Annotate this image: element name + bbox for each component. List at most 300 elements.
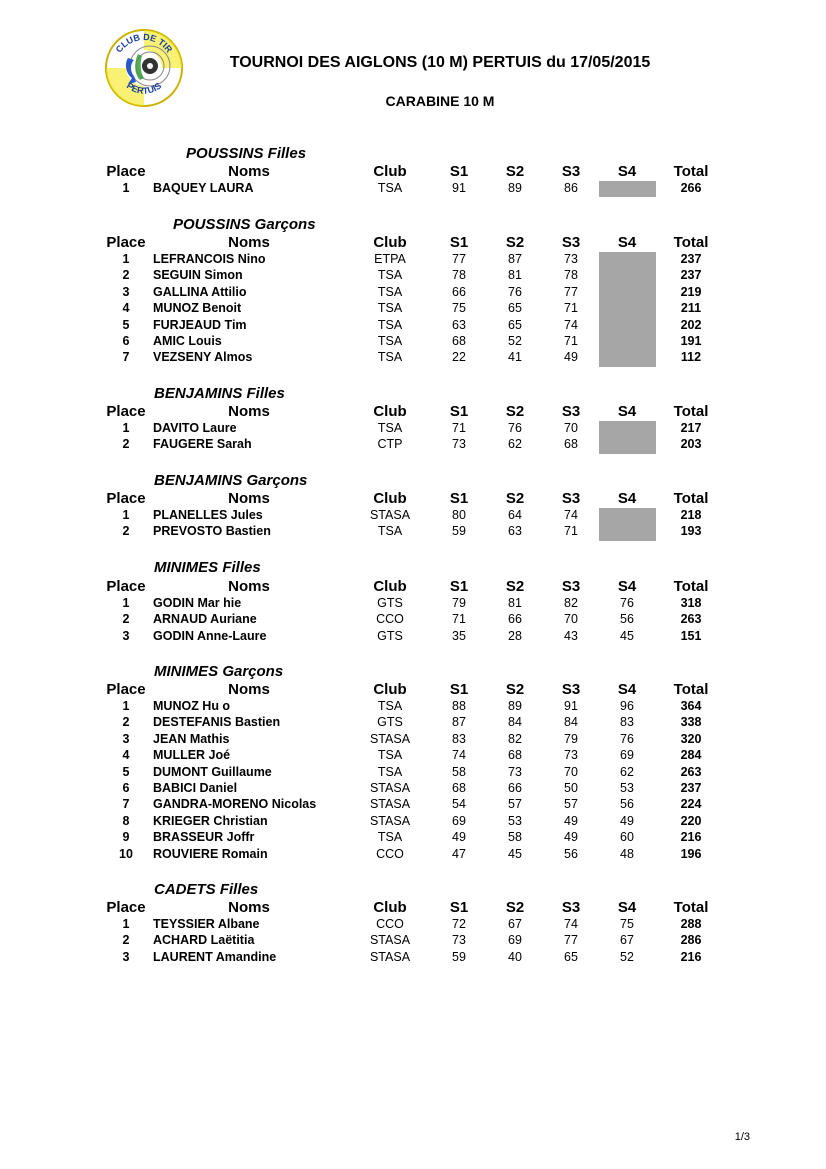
document-title: TOURNOI DES AIGLONS (10 M) PERTUIS du 17/05/2015 bbox=[229, 54, 651, 71]
cell-s4: 52 bbox=[620, 949, 634, 964]
cell-club: STASA bbox=[369, 731, 411, 746]
cell-s2: 40 bbox=[508, 949, 522, 964]
cell-s2: 81 bbox=[508, 596, 522, 610]
cell-s1: 58 bbox=[452, 764, 466, 779]
cell-club: CCO bbox=[376, 846, 404, 861]
cell-club: TSA bbox=[377, 181, 403, 195]
column-header-s3: S3 bbox=[561, 899, 581, 916]
cell-club: CCO bbox=[376, 917, 404, 931]
cell-s4: 53 bbox=[620, 781, 634, 795]
cell-total: 266 bbox=[680, 181, 702, 195]
cell-name: MUNOZ Benoit bbox=[153, 301, 242, 316]
cell-s3: 91 bbox=[564, 699, 578, 713]
column-header-total: Total bbox=[673, 681, 709, 698]
table-header-row bbox=[0, 403, 826, 421]
cell-s1: 49 bbox=[452, 830, 466, 845]
column-header-s2: S2 bbox=[505, 163, 525, 180]
cell-s2: 87 bbox=[508, 252, 522, 266]
column-header-club: Club bbox=[373, 163, 407, 180]
cell-name: TEYSSIER Albane bbox=[153, 917, 260, 931]
column-header-name: Noms bbox=[228, 403, 270, 420]
cell-s4: 76 bbox=[620, 596, 634, 610]
cell-s1: 63 bbox=[452, 317, 466, 332]
cell-s2: 89 bbox=[508, 181, 522, 195]
cell-club: TSA bbox=[377, 699, 403, 713]
table-header-row bbox=[0, 163, 826, 181]
table-row bbox=[0, 301, 826, 317]
column-header-club: Club bbox=[373, 681, 407, 698]
cell-total: 216 bbox=[680, 949, 702, 964]
s4-not-shot-fill bbox=[599, 421, 656, 454]
cell-name: BRASSEUR Joffr bbox=[153, 830, 255, 845]
cell-total: 193 bbox=[680, 524, 702, 539]
cell-s3: 73 bbox=[564, 252, 578, 266]
cell-name: ARNAUD Auriane bbox=[153, 612, 257, 627]
cell-name: FAUGERE Sarah bbox=[153, 437, 252, 452]
cell-total: 320 bbox=[680, 731, 702, 746]
table-header-row bbox=[0, 578, 826, 596]
table-row bbox=[0, 765, 826, 781]
cell-s1: 35 bbox=[452, 628, 466, 643]
column-header-s4: S4 bbox=[617, 490, 637, 507]
column-header-s3: S3 bbox=[561, 681, 581, 698]
cell-place: 10 bbox=[119, 846, 133, 861]
cell-s1: 77 bbox=[452, 252, 466, 266]
cell-club: STASA bbox=[369, 508, 411, 522]
cell-s1: 69 bbox=[452, 813, 466, 828]
cell-s3: 50 bbox=[564, 781, 578, 795]
cell-total: 211 bbox=[680, 301, 702, 316]
column-header-place: Place bbox=[106, 578, 146, 595]
cell-s3: 70 bbox=[564, 764, 578, 779]
cell-s3: 77 bbox=[564, 933, 578, 948]
column-header-s1: S1 bbox=[449, 403, 469, 420]
cell-total: 338 bbox=[680, 715, 702, 730]
cell-s1: 74 bbox=[452, 748, 466, 763]
cell-total: 220 bbox=[680, 813, 702, 828]
cell-club: CTP bbox=[377, 437, 403, 452]
cell-s3: 49 bbox=[564, 813, 578, 828]
cell-place: 8 bbox=[122, 813, 130, 828]
cell-s1: 79 bbox=[452, 596, 466, 610]
cell-name: VEZSENY Almos bbox=[153, 350, 253, 365]
cell-total: 202 bbox=[680, 317, 702, 332]
table-row bbox=[0, 629, 826, 645]
column-header-name: Noms bbox=[228, 163, 270, 180]
cell-s4: 83 bbox=[620, 715, 634, 730]
cell-s3: 70 bbox=[564, 421, 578, 435]
s4-not-shot-fill bbox=[599, 252, 656, 367]
cell-club: TSA bbox=[377, 830, 403, 845]
cell-place: 1 bbox=[122, 181, 130, 195]
cell-club: TSA bbox=[377, 317, 403, 332]
cell-s3: 43 bbox=[564, 628, 578, 643]
table-row bbox=[0, 421, 826, 437]
column-header-s3: S3 bbox=[561, 578, 581, 595]
cell-place: 1 bbox=[122, 596, 130, 610]
column-header-total: Total bbox=[673, 899, 709, 916]
column-header-place: Place bbox=[106, 163, 146, 180]
column-header-total: Total bbox=[673, 403, 709, 420]
category-title: POUSSINS Garçons bbox=[173, 216, 316, 233]
cell-s3: 77 bbox=[564, 284, 578, 299]
cell-s2: 69 bbox=[508, 933, 522, 948]
column-header-s4: S4 bbox=[617, 234, 637, 251]
s4-not-shot-fill bbox=[599, 181, 656, 197]
table-row bbox=[0, 508, 826, 524]
cell-total: 263 bbox=[680, 612, 702, 627]
cell-s2: 66 bbox=[508, 781, 522, 795]
cell-s4: 56 bbox=[620, 797, 634, 812]
category-title: MINIMES Garçons bbox=[154, 663, 284, 680]
column-header-s4: S4 bbox=[617, 163, 637, 180]
cell-total: 217 bbox=[680, 421, 702, 435]
table-row bbox=[0, 612, 826, 628]
column-header-s3: S3 bbox=[561, 234, 581, 251]
cell-place: 9 bbox=[122, 830, 130, 845]
cell-place: 5 bbox=[122, 317, 130, 332]
column-header-s1: S1 bbox=[449, 490, 469, 507]
cell-name: GANDRA-MORENO Nicolas bbox=[153, 797, 317, 812]
cell-s1: 22 bbox=[452, 350, 466, 365]
column-header-s4: S4 bbox=[617, 578, 637, 595]
cell-s2: 89 bbox=[508, 699, 522, 713]
cell-s4: 67 bbox=[620, 933, 634, 948]
cell-name: MUNOZ Hu o bbox=[153, 699, 231, 713]
cell-s1: 68 bbox=[452, 781, 466, 795]
cell-name: LAURENT Amandine bbox=[153, 949, 277, 964]
cell-s4: 60 bbox=[620, 830, 634, 845]
cell-club: GTS bbox=[377, 596, 403, 610]
cell-name: DUMONT Guillaume bbox=[153, 764, 272, 779]
cell-s3: 82 bbox=[564, 596, 578, 610]
cell-s2: 76 bbox=[508, 284, 522, 299]
cell-s1: 88 bbox=[452, 699, 466, 713]
cell-s2: 73 bbox=[508, 764, 522, 779]
table-row bbox=[0, 699, 826, 715]
column-header-s4: S4 bbox=[617, 403, 637, 420]
cell-place: 2 bbox=[122, 524, 130, 539]
table-row bbox=[0, 318, 826, 334]
cell-s2: 66 bbox=[508, 612, 522, 627]
cell-total: 237 bbox=[680, 252, 702, 266]
cell-place: 1 bbox=[122, 917, 130, 931]
cell-s2: 64 bbox=[508, 508, 522, 522]
table-row bbox=[0, 830, 826, 846]
cell-s3: 65 bbox=[564, 949, 578, 964]
column-header-s3: S3 bbox=[561, 163, 581, 180]
cell-place: 1 bbox=[122, 699, 130, 713]
cell-total: 364 bbox=[680, 699, 702, 713]
cell-s3: 74 bbox=[564, 317, 578, 332]
cell-club: GTS bbox=[377, 628, 403, 643]
cell-s1: 47 bbox=[452, 846, 466, 861]
cell-s2: 41 bbox=[508, 350, 522, 365]
cell-total: 191 bbox=[680, 334, 702, 348]
column-header-place: Place bbox=[106, 899, 146, 916]
cell-place: 3 bbox=[122, 731, 130, 746]
cell-name: AMIC Louis bbox=[153, 334, 222, 348]
cell-total: 288 bbox=[680, 917, 702, 931]
cell-total: 237 bbox=[680, 268, 702, 283]
cell-s1: 87 bbox=[452, 715, 466, 730]
column-header-name: Noms bbox=[228, 899, 270, 916]
column-header-s3: S3 bbox=[561, 490, 581, 507]
cell-club: TSA bbox=[377, 284, 403, 299]
cell-s3: 71 bbox=[564, 524, 578, 539]
column-header-name: Noms bbox=[228, 490, 270, 507]
document-subtitle: CARABINE 10 M bbox=[385, 93, 495, 109]
cell-place: 6 bbox=[122, 334, 130, 348]
column-header-total: Total bbox=[673, 578, 709, 595]
column-header-s1: S1 bbox=[449, 234, 469, 251]
cell-total: 219 bbox=[680, 284, 702, 299]
cell-club: STASA bbox=[369, 813, 411, 828]
cell-s3: 79 bbox=[564, 731, 578, 746]
cell-club: CCO bbox=[376, 612, 404, 627]
cell-s1: 72 bbox=[452, 917, 466, 931]
cell-name: LEFRANCOIS Nino bbox=[153, 252, 266, 266]
column-header-s1: S1 bbox=[449, 578, 469, 595]
cell-s4: 49 bbox=[620, 813, 634, 828]
s4-not-shot-fill bbox=[599, 508, 656, 541]
cell-s2: 67 bbox=[508, 917, 522, 931]
table-row bbox=[0, 285, 826, 301]
cell-place: 2 bbox=[122, 612, 130, 627]
cell-s3: 84 bbox=[564, 715, 578, 730]
table-row bbox=[0, 715, 826, 731]
cell-s4: 48 bbox=[620, 846, 634, 861]
table-row bbox=[0, 797, 826, 813]
cell-s3: 68 bbox=[564, 437, 578, 452]
cell-s1: 68 bbox=[452, 334, 466, 348]
column-header-s3: S3 bbox=[561, 403, 581, 420]
cell-s2: 65 bbox=[508, 301, 522, 316]
cell-club: TSA bbox=[377, 334, 403, 348]
cell-place: 4 bbox=[122, 301, 130, 316]
column-header-s1: S1 bbox=[449, 899, 469, 916]
cell-s2: 76 bbox=[508, 421, 522, 435]
column-header-club: Club bbox=[373, 234, 407, 251]
cell-total: 218 bbox=[680, 508, 702, 522]
cell-club: TSA bbox=[377, 421, 403, 435]
cell-s4: 45 bbox=[620, 628, 634, 643]
table-row bbox=[0, 847, 826, 863]
cell-place: 7 bbox=[122, 350, 130, 365]
cell-name: PREVOSTO Bastien bbox=[153, 524, 271, 539]
cell-name: SEGUIN Simon bbox=[153, 268, 243, 283]
table-row bbox=[0, 732, 826, 748]
cell-s2: 53 bbox=[508, 813, 522, 828]
cell-s4: 56 bbox=[620, 612, 634, 627]
table-row bbox=[0, 252, 826, 268]
cell-s3: 70 bbox=[564, 612, 578, 627]
cell-name: GODIN Anne-Laure bbox=[153, 628, 267, 643]
column-header-s2: S2 bbox=[505, 403, 525, 420]
column-header-place: Place bbox=[106, 234, 146, 251]
cell-s3: 74 bbox=[564, 917, 578, 931]
column-header-s4: S4 bbox=[617, 681, 637, 698]
cell-s2: 28 bbox=[508, 628, 522, 643]
cell-total: 263 bbox=[680, 764, 702, 779]
cell-place: 5 bbox=[122, 764, 130, 779]
cell-s1: 73 bbox=[452, 933, 466, 948]
cell-s1: 91 bbox=[452, 181, 466, 195]
cell-s2: 63 bbox=[508, 524, 522, 539]
cell-s3: 78 bbox=[564, 268, 578, 283]
cell-club: GTS bbox=[377, 715, 403, 730]
table-header-row bbox=[0, 490, 826, 508]
cell-total: 203 bbox=[680, 437, 702, 452]
table-row bbox=[0, 268, 826, 284]
cell-s4: 76 bbox=[620, 731, 634, 746]
page-number: 1/3 bbox=[734, 1131, 750, 1143]
cell-s2: 65 bbox=[508, 317, 522, 332]
cell-place: 3 bbox=[122, 284, 130, 299]
cell-club: ETPA bbox=[374, 252, 406, 266]
table-row bbox=[0, 814, 826, 830]
cell-place: 2 bbox=[122, 437, 130, 452]
column-header-name: Noms bbox=[228, 681, 270, 698]
column-header-total: Total bbox=[673, 163, 709, 180]
column-header-place: Place bbox=[106, 681, 146, 698]
column-header-s1: S1 bbox=[449, 681, 469, 698]
cell-club: TSA bbox=[377, 268, 403, 283]
cell-club: STASA bbox=[369, 949, 411, 964]
cell-s1: 83 bbox=[452, 731, 466, 746]
table-row bbox=[0, 334, 826, 350]
cell-s3: 49 bbox=[564, 350, 578, 365]
cell-s2: 57 bbox=[508, 797, 522, 812]
cell-s1: 66 bbox=[452, 284, 466, 299]
column-header-place: Place bbox=[106, 403, 146, 420]
column-header-name: Noms bbox=[228, 578, 270, 595]
cell-place: 2 bbox=[122, 715, 130, 730]
cell-total: 284 bbox=[680, 748, 702, 763]
cell-s3: 74 bbox=[564, 508, 578, 522]
cell-name: FURJEAUD Tim bbox=[153, 317, 247, 332]
cell-s2: 82 bbox=[508, 731, 522, 746]
cell-s3: 86 bbox=[564, 181, 578, 195]
cell-s2: 81 bbox=[508, 268, 522, 283]
cell-s2: 84 bbox=[508, 715, 522, 730]
cell-s4: 69 bbox=[620, 748, 634, 763]
cell-name: JEAN Mathis bbox=[153, 731, 230, 746]
column-header-s1: S1 bbox=[449, 163, 469, 180]
cell-s1: 73 bbox=[452, 437, 466, 452]
cell-s1: 71 bbox=[452, 421, 466, 435]
cell-name: GALLINA Attilio bbox=[153, 284, 247, 299]
table-row bbox=[0, 596, 826, 612]
table-row bbox=[0, 181, 826, 197]
column-header-total: Total bbox=[673, 234, 709, 251]
column-header-s2: S2 bbox=[505, 899, 525, 916]
cell-name: ROUVIERE Romain bbox=[153, 846, 268, 861]
cell-s4: 62 bbox=[620, 764, 634, 779]
logo-bottom-text: PERTUIS bbox=[124, 80, 164, 96]
cell-place: 6 bbox=[122, 781, 130, 795]
category-title: MINIMES Filles bbox=[154, 559, 261, 576]
cell-total: 216 bbox=[680, 830, 702, 845]
cell-place: 1 bbox=[122, 252, 130, 266]
cell-name: ACHARD Laëtitia bbox=[153, 933, 255, 948]
cell-s2: 52 bbox=[508, 334, 522, 348]
column-header-s2: S2 bbox=[505, 490, 525, 507]
cell-place: 2 bbox=[122, 268, 130, 283]
column-header-place: Place bbox=[106, 490, 146, 507]
cell-s3: 56 bbox=[564, 846, 578, 861]
table-row bbox=[0, 917, 826, 933]
cell-s1: 75 bbox=[452, 301, 466, 316]
cell-place: 3 bbox=[122, 949, 130, 964]
column-header-total: Total bbox=[673, 490, 709, 507]
table-row bbox=[0, 950, 826, 966]
cell-club: TSA bbox=[377, 764, 403, 779]
cell-place: 3 bbox=[122, 628, 130, 643]
cell-s3: 73 bbox=[564, 748, 578, 763]
column-header-s2: S2 bbox=[505, 578, 525, 595]
cell-s3: 71 bbox=[564, 334, 578, 348]
table-row bbox=[0, 748, 826, 764]
cell-s4: 75 bbox=[620, 917, 634, 931]
cell-place: 4 bbox=[122, 748, 130, 763]
cell-club: TSA bbox=[377, 350, 403, 365]
cell-s1: 54 bbox=[452, 797, 466, 812]
cell-name: MULLER Joé bbox=[153, 748, 231, 763]
cell-s2: 62 bbox=[508, 437, 522, 452]
cell-club: STASA bbox=[369, 781, 411, 795]
cell-club: STASA bbox=[369, 933, 411, 948]
table-header-row bbox=[0, 234, 826, 252]
cell-s1: 80 bbox=[452, 508, 466, 522]
cell-s1: 59 bbox=[452, 524, 466, 539]
cell-s4: 96 bbox=[620, 699, 634, 713]
cell-s3: 57 bbox=[564, 797, 578, 812]
category-title: BENJAMINS Garçons bbox=[154, 472, 308, 489]
column-header-s2: S2 bbox=[505, 234, 525, 251]
cell-name: DESTEFANIS Bastien bbox=[153, 715, 281, 730]
cell-name: GODIN Mar hie bbox=[153, 596, 242, 610]
column-header-name: Noms bbox=[228, 234, 270, 251]
table-row bbox=[0, 781, 826, 797]
cell-s3: 71 bbox=[564, 301, 578, 316]
cell-club: TSA bbox=[377, 301, 403, 316]
table-header-row bbox=[0, 899, 826, 917]
cell-name: BAQUEY LAURA bbox=[153, 181, 254, 195]
cell-total: 237 bbox=[680, 781, 702, 795]
cell-s2: 68 bbox=[508, 748, 522, 763]
cell-club: TSA bbox=[377, 748, 403, 763]
logo-top-text: CLUB DE TIR bbox=[113, 31, 175, 55]
column-header-club: Club bbox=[373, 899, 407, 916]
category-title: CADETS Filles bbox=[154, 881, 259, 898]
table-header-row bbox=[0, 681, 826, 699]
cell-place: 1 bbox=[122, 508, 130, 522]
cell-club: STASA bbox=[369, 797, 411, 812]
column-header-club: Club bbox=[373, 490, 407, 507]
column-header-s4: S4 bbox=[617, 899, 637, 916]
cell-name: PLANELLES Jules bbox=[153, 508, 263, 522]
cell-name: DAVITO Laure bbox=[153, 421, 237, 435]
cell-s1: 71 bbox=[452, 612, 466, 627]
table-row bbox=[0, 350, 826, 366]
cell-total: 151 bbox=[680, 628, 702, 643]
table-row bbox=[0, 933, 826, 949]
cell-s2: 58 bbox=[508, 830, 522, 845]
cell-total: 196 bbox=[680, 846, 702, 861]
column-header-club: Club bbox=[373, 403, 407, 420]
cell-s3: 49 bbox=[564, 830, 578, 845]
